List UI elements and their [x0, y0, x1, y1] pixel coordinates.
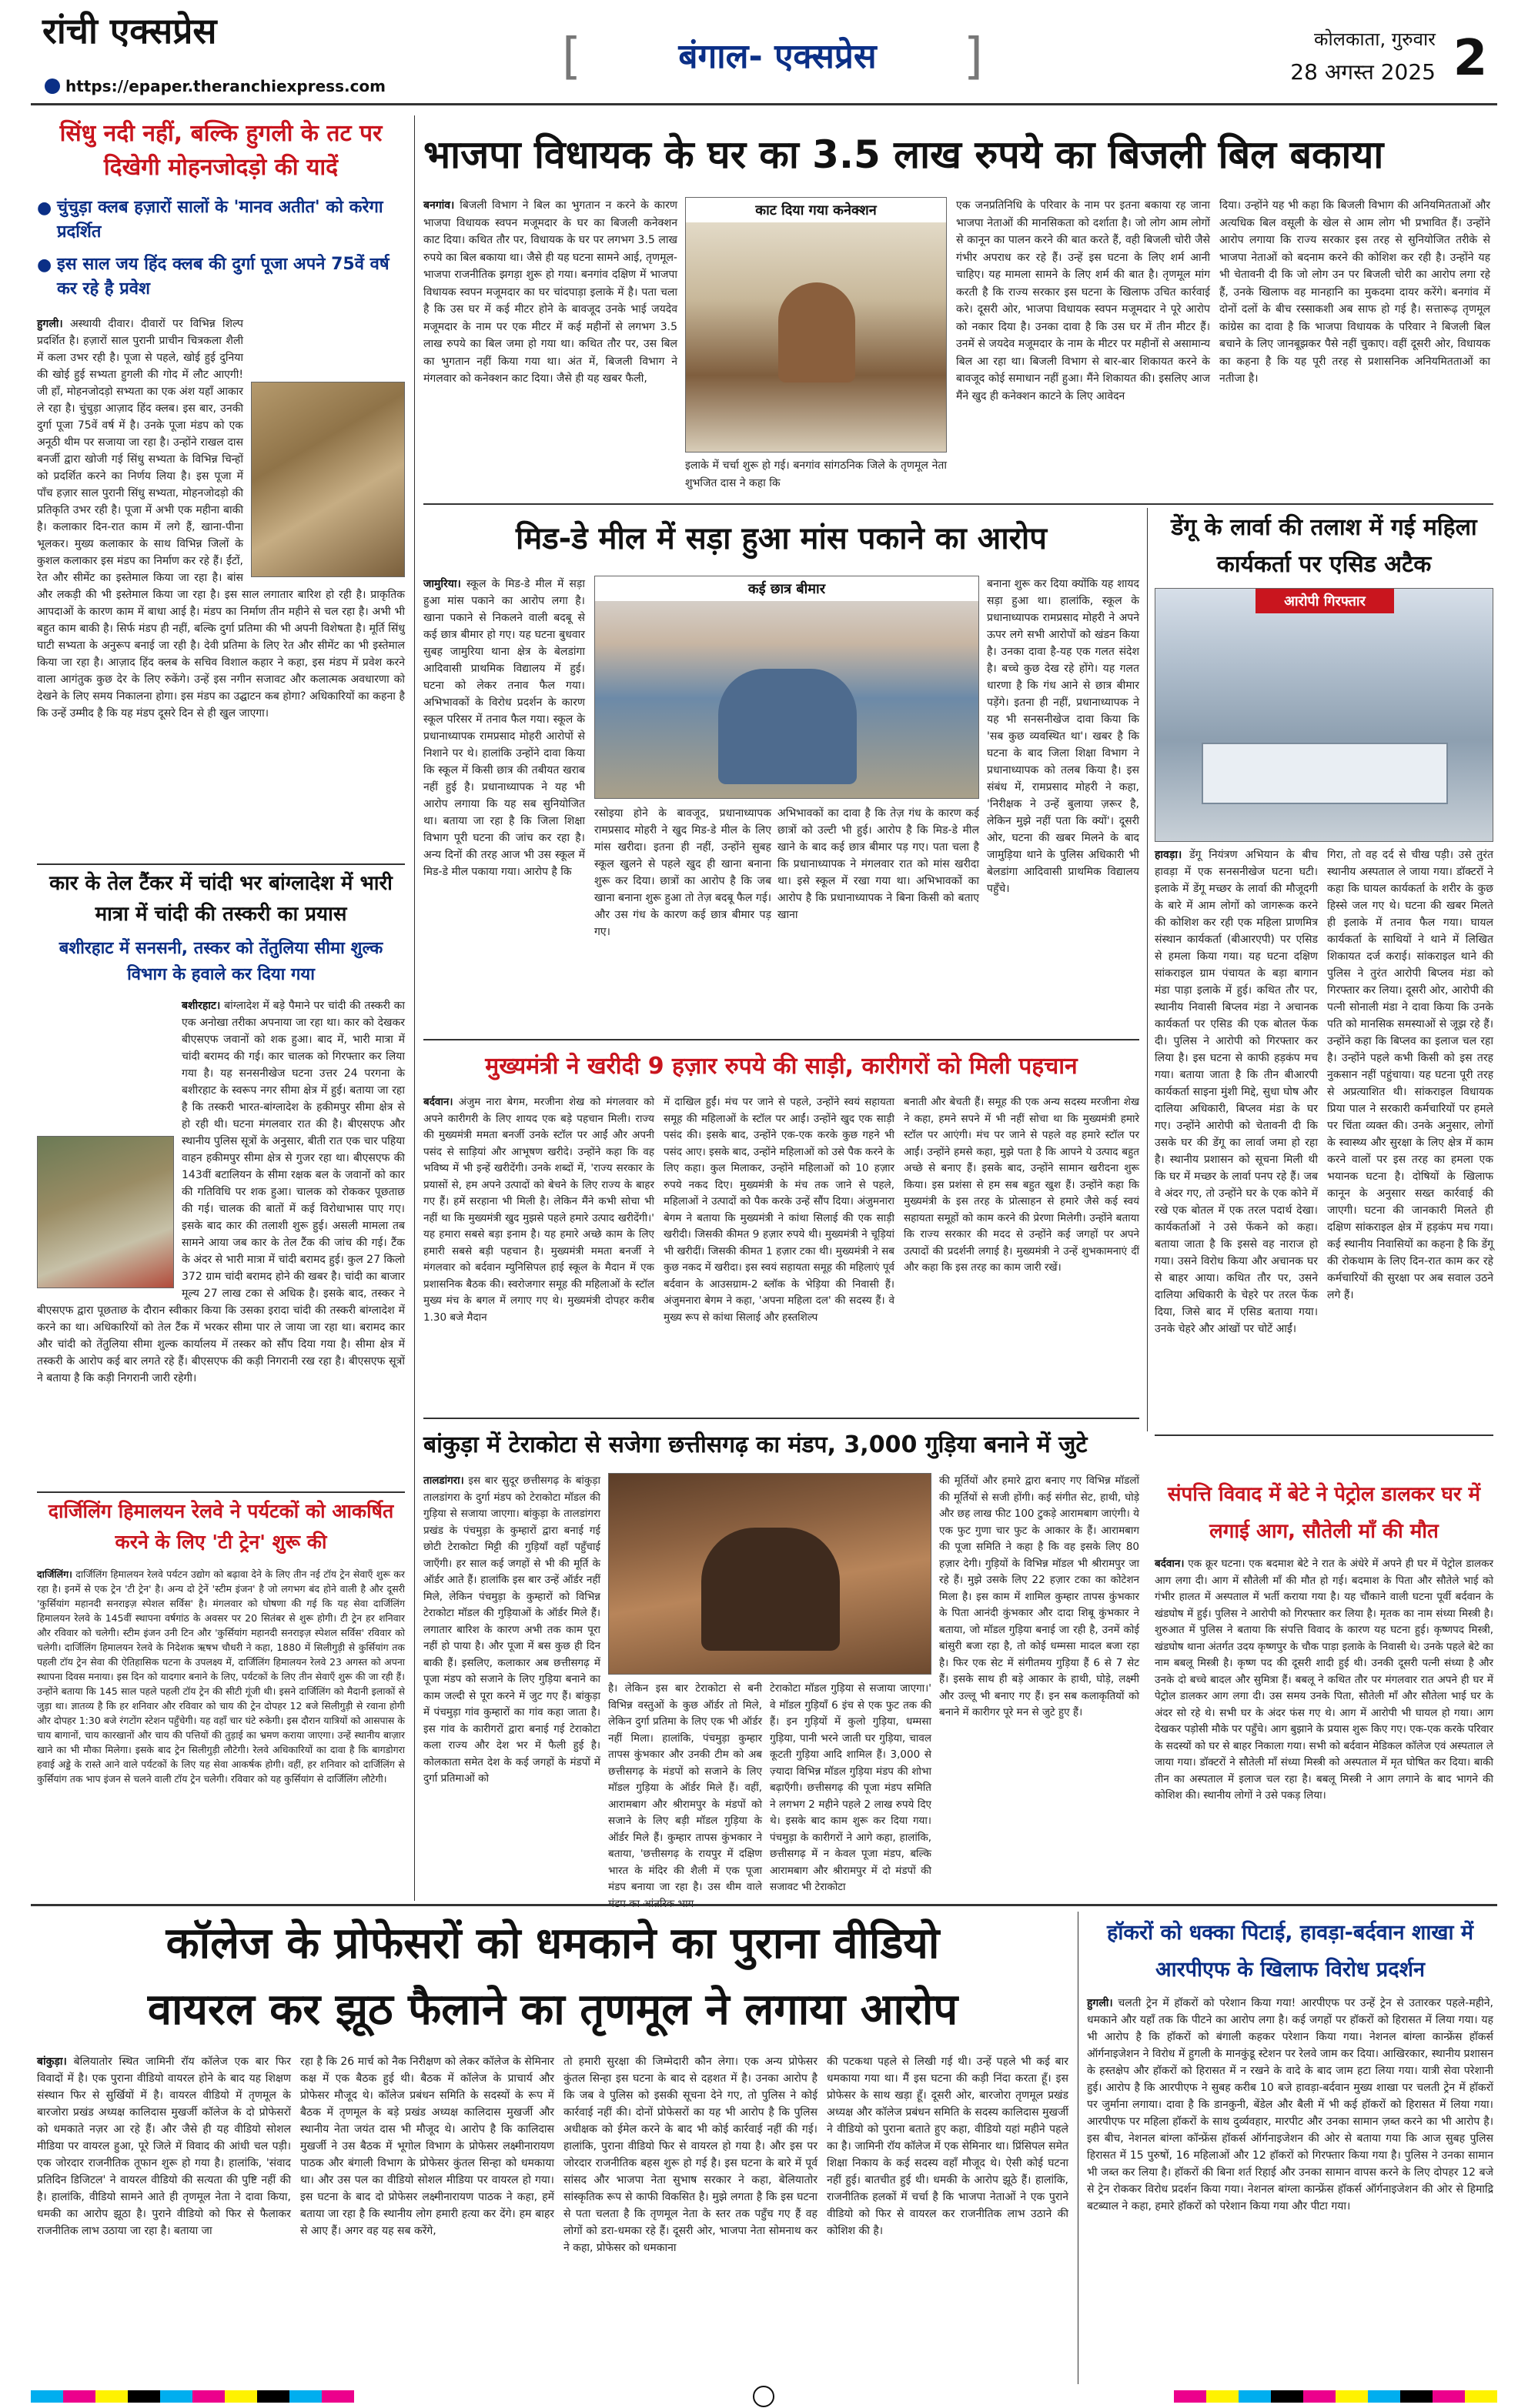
- saree-col-3: बनाती और बेचती हैं। समूह की एक अन्य सदस्य मरजीना शेख ने कहा, हमने सपने में भी नहीं सोचा था कि मुख्यमंत्री हमारे स्टॉल पर आएंगी। मंच पर जाने से पहले वह हमारे स्टॉल पर आईं। उन्होंने हमसे कहा, मुझे पता है कि आपने ये उत्पाद बहुत अच्छे से बनाए हैं। इसके बाद, उन्होंने सामान खरीदना शुरू किया। इस प्रशंसा से हम सब बहुत खुश हैं। उन्होंने कहा कि मुख्यमंत्री के इस तरह के प्रोत्साहन से हमारे जैसे कई स्वयं सहायता समूहों को काम करने की प्रेरणा मिलेगी। उन्होंने बताया कि राज्य सरकार की मदद से उन्होंने कई जगहों पर अपने उत्पादों की प्रदर्शनी लगाई है। मुख्यमंत्री ने उन्हें शुभकामनाएं दीं और कहा कि इस तरह का काम जारी रखें।: [904, 1096, 1139, 1274]
- silver-headline: कार के तेल टैंकर में चांदी भर बांग्लादेश में भारी मात्रा में चांदी की तस्करी का प्रयास: [49, 872, 393, 926]
- dateline: बर्दवान।: [423, 1096, 453, 1108]
- man-on-phone-figure: [778, 282, 855, 382]
- dengue-headline: डेंगू के लार्वा की तलाश में गई महिला कार्यकर्ता पर एसिड अटैक: [1171, 514, 1477, 578]
- masthead-divider: [31, 103, 1497, 105]
- sindhu-bullet-2: ● इस साल जय हिंद क्लब की दुर्गा पूजा अपने 75वें वर्ष कर रहे है प्रवेश: [37, 255, 390, 299]
- left-bracket-icon: [: [562, 28, 581, 85]
- dateline: हुगली।: [37, 318, 63, 330]
- midday-headline: मिड-डे मील में सड़ा हुआ मांस पकाने का आरोप: [515, 521, 1048, 556]
- college-headline-1: कॉलेज के प्रोफेसरों को धमकाने का पुराना वीडियो: [166, 1919, 940, 1969]
- issue-date: 28 अगस्त 2025: [1290, 59, 1436, 85]
- dateline: दार्जिलिंग।: [37, 1568, 72, 1580]
- photo-caption: आरोपी गिरफ्तार: [1256, 589, 1394, 613]
- electricity-photo: [685, 197, 947, 453]
- mohenjodaro-photo: [251, 382, 405, 577]
- dateline: बशीरहाट।: [182, 1000, 221, 1012]
- terracotta-col-2: है। लेकिन इस बार टेराकोटा से बनी विभिन्न वस्तुओं के कुछ ऑर्डर तो मिले, लेकिन दुर्गा प्रतिमा के लिए एक भी ऑर्डर नहीं मिला। हालांकि, पंचमुड़ा कुम्हार तापस कुंभकार और उनकी टीम को अब छत्तीसगढ़ के मंडपों को सजाने के लिए मॉडल गुड़िया के ऑर्डर मिले हैं। वहीं, आरामबाग और श्रीरामपुर के मंडपों को सजाने के लिए बड़ी मॉडल गुड़िया के ऑर्डर मिले हैं। कुम्हार तापस कुंभकार ने बताया, 'छत्तीसगढ़ के रायपुर में दक्षिण भारत के मंदिर की शैली में एक पूजा मंडप बनाया जा रहा है। उस थीम वाले: [608, 1682, 762, 1893]
- students-figure: [718, 669, 857, 784]
- photo-caption: काट दिया गया कनेक्शन: [686, 198, 946, 222]
- section-banner: [562, 29, 993, 85]
- column-divider: [414, 115, 415, 1901]
- darjeeling-body: दार्जिलिंग। दार्जिलिंग हिमालयन रेलवे पर्यटन उद्योग को बढ़ावा देने के लिए तीन नई टॉय ट्रेन सेवाएँ शुरू कर रहा है। इनमें से एक ट्रेन 'टी ट्रेन' है। अन्य दो ट्रेनें 'स्टीम इंजन' है जो लगभग बंद होने वाली है और दूसरी 'कुर्सियांग महानदी सनराइज़ स्पेशल सर्विस' है। मंगलवार को घोषणा की गई कि यह सेवा दार्जिलिंग हिमालयन रेलवे के 145वीं स्थापना वर्षगांठ के अवसर पर 20 सितंबर से शुरू होगी। टी ट्रेन हर शनिवार और रविवार को चलेगी। स्टीम इंजन उनी टिन और 'कुर्सियांग महानदी सनराइज़ स्पेशल सर्विस' रविवार को चलेगी। दार्जिलिंग हिमालयन रेलवे के निदेशक ऋषभ चौधरी ने कहा, 1880 में सिलीगुड़ी से कुर्सियांग तक पहली टॉय ट्रेन सेवा की ऐतिहासिक घटना के उपलक्ष्य में, दार्जिलिंग हिमालयन रेलवे 23 अगस्त को अपना स्थापना दिवस मनाया। इस दिन को यादगार बनाने के लिए, पर्यटकों के लिए तीन सेवाएँ शुरू की जा रही हैं। उन्होंने बताया कि 145 साल पहले पहली टॉय ट्रेन की सीटी गूंजी थी। इसने दार्जिलिंग को मैदानी इलाकों से जुड़ा था। ज्ञातव्य है कि हर शनिवार और रविवार को चाय की ट्रेन दोपहर 12 बजे सिलीगुड़ी से रवाना होगी और दोपहर 1:30 बजे रंगटोंग स्टेशन पहुँचेगी। यह वहाँ चार घंटे रुकेगी। इस दौरान यात्रियों को आसपास के चाय बागानों, चाय कारखानों और चाय की पत्तियों की तुड़ाई का भ्रमण कराया जाएगा। उन्हें स्थानीय बाज़ार खाने का भी मौका मिलेगा। इसके बाद ट्रेन सिलीगुड़ी लौटेगी। रेलवे अधिकारियों का दावा है कि बागडोगरा हवाई अड्डे के रास्ते आने वाले पर्यटकों के लिए यह सेवा आकर्षक होगी। वहीं, हर शनिवार को दार्जिलिंग से कुर्सियांग तक भाप इंजन से चलने वाली टॉय ट्रेन चलेगी। रविवार को यह कुर्सियांग से दार्जिलिंग लौटेगी।: [37, 1568, 405, 1785]
- terracotta-headline: बांकुड़ा में टेराकोटा से सजेगा छत्तीसगढ़ का मंडप, 3,000 गुड़िया बनाने में जुटे: [423, 1431, 1088, 1458]
- city-day: कोलकाता, गुरुवार: [1314, 28, 1436, 50]
- dateline: बनगांव।: [423, 199, 455, 212]
- electricity-photo-sub: इलाके में चर्चा शुरू हो गई। बनगांव सांगठनिक जिले के तृणमूल नेता शुभजित दास ने कहा कि: [685, 459, 947, 489]
- hospital-bed-figure: [1202, 743, 1448, 804]
- globe-icon: [45, 78, 60, 94]
- right-bracket-icon: ]: [964, 28, 983, 85]
- masthead: [0, 0, 1528, 100]
- divider: [37, 863, 405, 865]
- college-headline-2: वायरल कर झूठ फैलाने का तृणमूल ने लगाया आरोप: [147, 1985, 958, 2035]
- dateline: बर्दवान।: [1155, 1558, 1185, 1570]
- sindhu-body: हुगली। अस्थायी दीवार। दीवारों पर विभिन्न शिल्प प्रदर्शित है। हज़ारों साल पुरानी प्राचीन चित्रकला शैली में कला उभर रही है। पूजा से पहले, खोई हुई दुनिया की खोई हुई सभ्यता हुगली की गोद में लौट आएगी! जी हाँ, मोहनजोदड़ो सभ्यता का एक अंश यहाँ आकार ले रहा है। चुंचुड़ा आज़ाद हिंद क्लब। इस बार, उनकी दुर्गा पूजा 75वें वर्ष में है। उनके पूजा मंडप को एक अनूठी थीम पर सजाया जा रहा है। उन्होंने राखल दास बनर्जी द्वारा खोजी गई सिंधु सभ्यता के विभिन्न चिन्हों को प्रदर्शित करने का निर्णय लिया है। इस पूजा में पाँच हज़ार साल पुरानी सिंधु सभ्यता, मोहनजोदड़ो की प्रतिकृति उभर रही है। पूजा में अभी एक महीना बाकी है। कलाकार दिन-रात काम में लगे हैं, खाना-पीना भूलकर। मुख्य कलाकार के साथ विभिन्न जिलों के कुशल कलाकार इस मंडप का निर्माण कर रहे हैं। ईंटों, रेत और सीमेंट का इस्तेमाल किया जा रहा है। बांस और लकड़ी की भी इस्तेमाल किया जा रहा है। इस साल लगातार बारिश हो रही है। प्राकृतिक आपदाओं के कारण काम में बाधा आई है। मंडप का निर्माण तीन महीने से चल रहा है। अभी भी बहुत काम बाकी है। सिर्फ मंडप ही नहीं, बल्कि दुर्गा प्रतिमा की भी अपनी विशेषता है। मूर्ति सिंधु घाटी सभ्यता के अनुरूप बनाई जा रही है। देवी प्रतिमा के लिए रेत और सीमेंट का भी इस्तेमाल किया जा रहा है। आज़ाद हिंद क्लब के सचिव विशाल कहार ने कहा, इस मंडप में प्रवेश करने वाला आगंतुक कुछ देर के लिए रुकेंगे। उन्हें इस नगीन सजावट और कलात्मक अवधारणा को देखने के लिए समय निकालना होगा। इस मंडप का उद्घाटन कब होगा? अधिकारियों का कहना है कि उन्हें उम्मीद है कि यह मंडप दूसरे दिन से ही खुल जाएगा।: [37, 318, 405, 720]
- saree-col-2: में दाखिल हुईं। मंच पर जाने से पहले, उन्होंने स्वयं सहायता समूह की महिलाओं के स्टॉल पर आईं। उन्होंने खुद एक साड़ी पसंद की। इसके बाद, उन्होंने एक-एक करके कुछ गहने भी पसंद आए। इसके बाद, उन्होंने महिलाओं को उसे पैक करने के लिए कहा। कुल मिलाकर, उन्होंने महिलाओं को 10 हज़ार रुपये नकद दिए। मुख्यमंत्री के मंच तक जाने से पहले, महिलाओं ने उत्पादों को पैक करके उन्हें सौंप दिया। अंजुमनारा बेगम ने बताया कि मुख्यमंत्री ने कांथा सिलाई की एक साड़ी खरीदी। जिसकी कीमत 9 हज़ार रुपये थी। मुख्यमंत्री ने चूड़ियां भी खरीदीं। जिसकी कीमत 1 हज़ार टका थी। मुख्यमंत्री ने सब कुछ नकद में खरीदा। इस स्वयं सहायता समूह की महिलाएं पूर्व बर्दवान के आउसग्राम-2 ब्लॉक के भेड़िया की निवासी हैं। अंजुमनारा बेगम ने कहा, 'अपना महिला दल' की सदस्य हैं। वे मुख्य रूप से कांथा सिलाई और हस्तशिल्प: [664, 1096, 894, 1324]
- artisans-figure: [701, 1528, 840, 1651]
- saree-col-1: बर्दवान। अंजुम नारा बेगम, मरजीना शेख को मंगलवार को अपने कारीगरी के लिए शायद एक बड़े पहचान मिली। राज्य की मुख्यमंत्री ममता बनर्जी उनके स्टॉल पर आईं और अपनी पसंद से साड़ियां और आभूषण खरीदे। उन्होंने कहा कि वह भविष्य में भी इन्हें खरीदेंगी। उनके शब्दों में, 'राज्य सरकार के प्रयासों से, हम अपने उत्पादों को बेचने के लिए राज्य के बाहर गए हैं। हमें सरहाना भी मिली है। लेकिन मैंने कभी सोचा भी नहीं था कि मुख्यमंत्री खुद मुझसे पहले हमारे उत्पाद खरीदेंगी।' यह हमारा सबसे बड़ा इनाम है। यह हमारे अच्छे काम के लिए हमारी सबसे बड़ी पहचान है। मुख्यमंत्री ममता बनर्जी ने मंगलवार को बर्दवान म्युनिसिपल हाई स्कूल के मैदान में एक प्रशासनिक बैठक की। स्वरोजगार समूह की महिलाओं के स्टॉल मुख्य मंच के बगल में लगाए गए थे। मुख्यमंत्री दोपहर करीब 1.30 बजे मैदान: [423, 1096, 655, 1324]
- divider: [423, 1039, 1139, 1040]
- midday-col-4: बनाना शुरू कर दिया क्योंकि यह शायद सड़ा हुआ था। हालांकि, स्कूल के प्रधानाध्यापक रामप्रसाद मोहरी ने अपने ऊपर लगे सभी आरोपों को खंडन किया है। उनका दावा है-यह एक गलत संदेश है। बच्चे कुछ देख रहे होंगे। यह गलत धारणा है कि गंध आने से छात्र बीमार पड़ेंगे। इतना ही नहीं, प्रधानाध्यापक ने यह भी सनसनीखेज दावा किया कि 'सब कुछ व्यवस्थित था'। खबर है कि घटना के बाद जिला शिक्षा विभाग ने प्रधानाध्यापक को तलब किया है। इस संबंध में, रामप्रसाद मोहरी ने कहा, 'निरीक्षक ने उन्हें बुलाया ज़रूर है, लेकिन मुझे नहीं पता कि क्यों'। दूसरी ओर, घटना की खबर मिलने के बाद जामुड़िया थाने के पुलिस अधिकारी भी बेलडांगा आदिवासी प्राथमिक विद्यालय पहुँचे।: [987, 578, 1139, 895]
- electricity-col-1: बनगांव। बिजली विभाग ने बिल का भुगतान न करने के कारण भाजपा विधायक स्वपन मजूमदार के घर का बिजली कनेक्शन काट दिया। कथित तौर पर, विधायक के घर पर लगभग 3.5 लाख रुपये का बिल बकाया था। जैसे ही यह घटना सामने आई, तृणमूल-भाजपा राजनीतिक झगड़ा शुरू हो गया। बनगांव दक्षिण में भाजपा विधायक स्वपन मजूमदार का घर चांदपाड़ा इलाके में है। पता चला है कि उस घर में कई मीटर होने के बावजूद उनके भाई जयदेव मजूमदार के नाम पर एक मीटर में कई महीनों से लगभग 3.5 लाख रुपये का बिल जमा हो गया था। कथित तौर पर, उस बिल का भुगतान नहीं किया गया था। अंत में, बिजली विभाग ने मंगलवार को कनेक्शन काट दिया। जैसे ही यह खबर फैली,: [423, 199, 677, 385]
- hawkers-headline: हॉकरों को धक्का पिटाई, हावड़ा-बर्दवान शाखा में आरपीएफ के खिलाफ विरोध प्रदर्शन: [1106, 1921, 1474, 1982]
- midday-col-2: रसोइया होने के बावजूद, प्रधानाध्यापक रामप्रसाद मोहरी ने खुद मिड-डे मील के लिए मांस खरीदा। इतना ही नहीं, उन्होंने सुबह स्कूल खुलने से पहले खुद ही खाना बनाना शुरू कर दिया। छात्रों का आरोप है कि जब खाना बनाना शुरू हुआ तो तेज़ बदबू फैल गई। और उस गंध के कारण कई छात्र बीमार पड़ गए।: [594, 807, 771, 938]
- newspaper-logo: रांची एक्सप्रेस: [42, 10, 217, 52]
- registration-mark-icon: [753, 2386, 774, 2407]
- terracotta-col-1: तालडांगरा। इस बार सुदूर छत्तीसगढ़ के बांकुड़ा तालडांगरा के दुर्गा मंडप को टेराकोटा मॉडल की गुड़िया से सजाया जाएगा। बांकुड़ा के तालडांगरा प्रखंड के पंचमुड़ा के कुम्हारों द्वारा बनाई गई छोटी टेराकोटा मिट्टी की गुड़ियाँ वहाँ पहुँचाई जाएँगी। हर साल कई जगहों से भी की मूर्ति के ऑर्डर आते हैं। हालांकि इस बार उन्हें ऑर्डर नहीं मिले, लेकिन पंचमुड़ा के कुम्हारों को विभिन्न टेराकोटा मॉडल की गुड़ियाओं के ऑर्डर मिले हैं। लगातार बारिश के कारण अभी तक काम पूरा नहीं हो पाया है। और पूजा में बस कुछ ही दिन बाकी हैं। इसलिए, कलाकार अब छत्तीसगढ़ में पूजा मंडप को सजाने के लिए गुड़िया बनाने का काम जल्दी से पूरा करने में जुट गए हैं। बांकुड़ा में पंचमुड़ा गांव कुम्हारों का गांव कहा जाता है। इस गांव के कारीगरों द्वारा बनाई गई टेराकोटा कला राज्य और देश भर में फैली हुई है। कोलकाता समेत देश के कई जगहों के मंडपों में दुर्गा प्रतिमाओं को: [423, 1475, 600, 1785]
- bullet-icon: ●: [37, 199, 52, 218]
- midday-col-1: जामुरिया। स्कूल के मिड-डे मील में सड़ा हुआ मांस पकाने का आरोप लगा है। खाना पकाने से निकलने वाली बदबू से कई छात्र बीमार हो गए। यह घटना बुधवार सुबह जामुरिया थाना क्षेत्र के बेलडांगा आदिवासी प्राथमिक विद्यालय में हुई। घटना को लेकर तनाव फैल गया। अभिभावकों के विरोध प्रदर्शन के कारण स्कूल परिसर में तनाव फैल गया। स्कूल के प्रधानाध्यापक रामप्रसाद मोहरी आरोपों से निशाने पर थे। हालांकि उन्होंने दावा किया कि स्कूल में किसी छात्र की तबीयत खराब नहीं हुई है। प्रधानाध्यापक ने यह भी आरोप लगाया कि यह सब सुनियोजित था। बताया जा रहा है कि जिला शिक्षा विभाग पूरी घटना की जांच कर रहा है। अन्य दिनों की तरह आज भी उस स्कूल में मिड-डे मील पकाया गया। आरोप है कि: [423, 578, 585, 878]
- electricity-headline: भाजपा विधायक के घर का 3.5 लाख रुपये का बिजली बिल बकाया: [423, 132, 1384, 177]
- column-divider: [1147, 508, 1148, 1431]
- sindhu-bullet-1: ● चुंचुड़ा क्लब हज़ारों सालों के 'मानव अतीत' को करेगा प्रदर्शित: [37, 198, 383, 242]
- electricity-col-4: दिया। उन्होंने यह भी कहा कि बिजली विभाग की अनियमितताओं और अत्यधिक बिल वसूली के खेल से आम लोग भी प्रभावित हैं। उन्होंने आरोप लगाया कि राज्य सरकार इस तरह से सुनियोजित तरीके से भाजपा नेताओं को बदनाम करने की कोशिश कर रही है। उन्होंने यह भी चेतावनी दी कि जो लोग उन पर बिजली चोरी का आरोप लगा रहे हैं, उनके खिलाफ वह मानहानि का मुकदमा दायर करेंगे। बनगांव में दोनों दलों के बीच रस्साकशी अब साफ हो गई है। सत्तारूढ़ तृणमूल कांग्रेस का दावा है कि भाजपा विधायक के परिवार ने बिजली बिल बचाने के लिए जानबूझकर पैसे नहीं चुकाए। वहीं दूसरी ओर, विधायक का कहना है कि यह पूरी तरह से प्रशासनिक अनियमितताओं का नतीजा है।: [1219, 199, 1490, 385]
- terracotta-col-3: टेराकोटा मॉडल गुड़िया से सजाया जाएगा।' वे मॉडल गुड़ियाँ 6 इंच से एक फुट तक की हैं। इन गुड़ियों में कुलो गुड़िया, धम्मसा गुड़िया, पानी भरने जाती घर गुड़िया, चावल कूटती गुड़िया आदि शामिल हैं। 3,000 से ज़्यादा विभिन्न मॉडल गुड़िया मंडप की शोभा बढ़ाएँगी। छत्तीसगढ़ की पूजा मंडप समिति ने लगभग 2 महीने पहले 2 लाख रुपये दिए थे। इसके बाद काम शुरू कर दिया गया। पंचमुड़ा के कारीगरों ने आगे कहा, हालांकि, छत्तीसगढ़ में न केवल पूजा मंडप, बल्कि आरामबाग और श्रीरामपुर में दो मंडपों की सजावट भी टेराकोटा: [770, 1682, 931, 1893]
- college-col-2: रहा है कि 26 मार्च को नैक निरीक्षण को लेकर कॉलेज के सेमिनार कक्ष में एक बैठक हुई थी। बैठक में कॉलेज के प्राचार्य और प्रोफेसर मौजूद थे। कॉलेज प्रबंधन समिति के सदस्यों के रूप में बैठक में तृणमूल के बड़े प्रखंड अध्यक्ष कालिदास मुखर्जी और स्थानीय नेता जयंत दास भी मौजूद थे। आरोप है कि कालिदास मुखर्जी ने उस बैठक में भूगोल विभाग के प्रोफेसर लक्ष्मीनारायण पाठक और बंगाली विभाग के प्रोफेसर कुंतल सिन्हा को धमकाया था। और उस पल का वीडियो सोशल मीडिया पर वायरल हो गया। इस घटना के बाद दो प्रोफेसर लक्ष्मीनारायण पाठक ने कहा, हमें बताया जा रहा है कि स्थानीय लोग हमारी हत्या कर देंगे। हम बाहर से आए हैं। अगर वह यह सब करेंगे,: [300, 2056, 554, 2237]
- silver-subhead: बशीरहाट में सनसनी, तस्कर को तेंतुलिया सीमा शुल्क विभाग के हवाले कर दिया गया: [59, 939, 383, 984]
- divider: [1155, 1434, 1493, 1436]
- terracotta-col-4: की मूर्तियों और हमारे द्वारा बनाए गए विभिन्न मॉडलों की मूर्तियों से सजी होंगी। कई संगीत सेट, हाथी, घोड़े और छह लाख फीट 100 टुकड़े आरामबाग जाएंगी। ये एक फुट गुणा चार फुट के आकार के हैं। आरामबाग की पूजा समिति ने कहा है कि वह इसके लिए 80 हज़ार देगी। गुड़ियों के विभिन्न मॉडल भी श्रीरामपुर जा रहे हैं। मुझे उसके लिए 22 हज़ार टका का कोटेशन मिला है। इस काम में शामिल कुम्हार तापस कुंभकार के पिता आनंदी कुंभकार और दादा शिबू कुंभकार ने बताया, जो मॉडल गुड़िया बनाई जा रही है, उनमें कोई बांसुरी बजा रहा है, तो कोई धम्मसा मादल बजा रहा है। फिर एक सेट में संगीतमय गुड़िया हैं 6 से 7 सेट हैं। इसके साथ ही बड़े आकार के हाथी, घोड़े, लक्ष्मी और उल्लू भी बनाए गए हैं। इन सब कलाकृतियों को बनाने में कारीगर पूरे मन से जुटे हुए हैं।: [939, 1475, 1139, 1718]
- photo-caption: कई छात्र बीमार: [595, 576, 978, 601]
- property-headline: संपत्ति विवाद में बेटे ने पेट्रोल डालकर घर में लगाई आग, सौतेली माँ की मौत: [1167, 1483, 1481, 1543]
- dengue-col-1: हावड़ा। डेंगू नियंत्रण अभियान के बीच हावड़ा में एक सनसनीखेज घटना घटी। इलाके में डेंगू मच्छर के लार्वा की मौजूदगी के बारे में आम लोगों को जागरूक करने की कोशिश कर रही एक महिला प्राणमित्र संस्थान कार्यकर्ता (बीआरएपी) पर एसिड से हमला किया गया। यह घटना दक्षिण सांकराइल ग्राम पंचायत के बड़ा बागान मंडा पाड़ा इलाके में हुई। कथित तौर पर, स्थानीय निवासी बिप्लव मंडा ने अचानक कार्यकर्ता पर एसिड की एक बोतल फेंक दी। पुलिस ने आरोपी को गिरफ्तार कर लिया है। इस घटना से काफी हड़कंप मच गया। बताया जाता है कि तीन बीआरपी कार्यकर्ता साइना मुंशी मिद्दे, सुधा घोष और दालिया अधिकारी, बिप्लव मंडा के घर गए। उन्होंने आरोपी को चेतावनी दी कि उसके घर की डेंगू का लार्वा जमा हो रहा है। स्थानीय प्रशासन को सूचना मिली थी कि घर में मच्छर के लार्वा पनप रहे हैं। जब वे अंदर गए, तो उन्होंने घर के एक कोने में रखे एक बोतल में एक तरल पदार्थ देखा। कार्यकर्ताओं ने उसे फेंकने को कहा। बताया जाता है कि इससे वह नाराज हो गया। उसने विरोध किया और अचानक घर से बाहर आया। कथित तौर पर, उसने दालिया अधिकारी के चेहरे पर तरल फेंक दिया, जिसे बाद में एसिड बताया गया। उनके चेहरे और आंखों पर चोटें आईं।: [1155, 849, 1318, 1335]
- page-number: 2: [1453, 30, 1488, 87]
- college-col-4: की पटकथा पहले से लिखी गई थी। उन्हें पहले भी कई बार धमकाया गया था। मैं इस घटना की कड़ी निंदा करता हूँ। इस प्रोफेसर के साथ खड़ा हूँ। दूसरी ओर, बारजोरा तृणमूल प्रखंड अध्यक्ष और कॉलेज प्रबंधन समिति के सदस्य कालिदास मुखर्जी ने वीडियो को पुराना बताते हुए कहा, वीडियो यहां महीने पहले का है। जामिनी रॉय कॉलेज में एक सेमिनार था। प्रिंसिपल समेत शिक्षा निकाय के कई सदस्य वहाँ मौजूद थे। ऐसी कोई घटना नहीं हुई। बातचीत हुई थी। धमकी के आरोप झूठे हैं। हालांकि, राजनीतिक हलकों में चर्चा है कि भाजपा नेताओं ने एक पुराने वीडियो को फिर से वायरल कर राजनीतिक लाभ उठाने की कोशिश की है।: [827, 2056, 1068, 2237]
- bullet-icon: ●: [37, 255, 52, 275]
- dengue-col-2: गिरा, तो वह दर्द से चीख पड़ी। उसे तुरंत स्थानीय अस्पताल ले जाया गया। डॉक्टरों ने कहा कि घायल कार्यकर्ता के शरीर के कुछ हिस्से जल गए थे। घटना की खबर मिलते ही इलाके में तनाव फैल गया। घायल कार्यकर्ता के साथियों ने थाने में लिखित शिकायत दर्ज कराई। सांकराइल थाने की पुलिस ने तुरंत आरोपी बिप्लव मंडा को गिरफ्तार कर लिया। दूसरी ओर, आरोपी की पत्नी सोनाली मंडा ने दावा किया कि उनके पति को मानसिक समस्याओं से जूझ रहे हैं। उन्होंने कहा कि बिप्लव का इलाज चल रहा है। उन्होंने पहले कभी किसी को इस तरह नुकसान नहीं पहुंचाया। यह घटना पूरी तरह से अप्रत्याशित थी। सांकराइल विधायक प्रिया पाल ने सरकारी कर्मचारियों पर हमले पर चिंता व्यक्त की। उनके अनुसार, लोगों के स्वास्थ्य और सुरक्षा के लिए क्षेत्र में काम करने वालों पर इस तरह का हमला एक भयानक घटना है। दोषियों के खिलाफ कानून के अनुसार सख्त कार्रवाई की जाएगी। घटना की जानकारी मिलते ही दक्षिण सांकराइल क्षेत्र में हड़कंप मच गया। कई स्थानीय निवासियों का कहना है कि डेंगू की रोकथाम के लिए दिन-रात काम कर रहे कर्मचारियों की सुरक्षा पर अब सवाल उठने लगे हैं।: [1327, 849, 1493, 1301]
- electricity-col-3: एक जनप्रतिनिधि के परिवार के नाम पर इतना बकाया रह जाना भाजपा नेताओं की मानसिकता को दर्शाता है। जो लोग आम लोगों से कानून का पालन करने की बात करते हैं, वही बिजली चोरी जैसे गंभीर अपराध कर रहे हैं। उन्हें इस घटना के लिए शर्म आनी चाहिए। यह मामला सामने के लिए शर्म की बात है। तृणमूल मांग करती है कि राज्य सरकार इस घटना के खिलाफ उचित कार्रवाई करे। दूसरी ओर, भाजपा विधायक स्वपन मजूमदार ने पूरे आरोप को नकार दिया है। उनका दावा है कि उस घर में तीन मीटर हैं। उनमें से जयदेव मजूमदार के नाम के मीटर पर महीनों से असामान्य बिल आ रहा था। बिजली विभाग से बार-बार शिकायत करने के बावजूद कोई समाधान नहीं हुआ। मैंने शिकायत की। इसलिए आज मैंने खुद ही कनेक्शन काटने के लिए आवेदन: [956, 199, 1210, 402]
- divider: [37, 1491, 405, 1493]
- dateline: बांकुड़ा।: [37, 2056, 67, 2068]
- dateline: जामुरिया।: [423, 578, 461, 590]
- section-title: बंगाल- एक्सप्रेस: [678, 37, 877, 76]
- midday-photo: [594, 576, 979, 799]
- property-body: बर्दवान। एक क्रूर घटना। एक बदमाश बेटे ने रात के अंधेरे में अपने ही घर में पेट्रोल डालकर आग लगा दी। आग में सौतेली माँ की मौत हो गई। बदमाश के पिता और सौतेले भाई को गंभीर हालत में अस्पताल में भर्ती कराया गया है। यह चौंकाने वाली घटना पूर्वी बर्दवान के खंडघोष में हुई। पुलिस ने आरोपी को गिरफ्तार कर लिया है। मृतक का नाम संध्या मिस्त्री है। शुरुआत में पुलिस ने बताया कि संपत्ति विवाद के कारण यह घटना हुई। कृष्णपद मिस्त्री, खंडघोष थाना अंतर्गत उदय कृष्णपुर के चौक पाड़ा इलाके के निवासी थे। उनके पहले बेटे का नाम बबलू मिस्त्री है। कृष्ण पद की दूसरी शादी हुई थी। उनकी दूसरी पत्नी संध्या है और उनके दो बच्चे बादल और सुमित्रा हैं। बबलू ने कथित तौर पर मंगलवार रात अपने ही घर में पेट्रोल डालकर आग लगा दी। उस समय उनके पिता, सौतेली माँ और सौतेला भाई घर के अंदर सो रहे थे। सभी घर के अंदर फंस गए थे। आग में आरोपी भी घायल हो गया। आग देखकर पड़ोसी मौके पर पहुँचे। आग बुझाने के प्रयास शुरू किए गए। एक-एक करके परिवार के सदस्यों को घर से बाहर निकाला गया। सभी को बर्दवान मेडिकल कॉलेज एवं अस्पताल ले जाया गया। डॉक्टरों ने सौतेली माँ संध्या मिस्त्री को अस्पताल में मृत घोषित कर दिया। बाकी तीन का अस्पताल में इलाज चल रहा है। बबलू मिस्त्री ने आग लगाने के बाद भागने की कोशिश की। स्थानीय लोगों ने उसे पकड़ लिया।: [1155, 1558, 1493, 1802]
- divider: [423, 503, 1493, 505]
- midday-col-3: अभिभावकों का दावा है कि तेज़ गंध के कारण कई छात्रों को उल्टी भी हुई। आरोप है कि मिड-डे मील खाने के बाद कई छात्र बीमार पड़ गए। पता चला है कि प्रधानाध्यापक ने मंगलवार रात को मांस खरीदा था। इसे स्कूल में रखा गया था। अभिभावकों का आरोप है कि प्रधानाध्यापक ने बिना किसी को बताए खाना: [777, 807, 979, 921]
- color-registration-bar-left: [31, 2390, 354, 2403]
- dateline: हावड़ा।: [1155, 849, 1182, 861]
- saree-headline: मुख्यमंत्री ने खरीदी 9 हज़ार रुपये की साड़ी, कारीगरों को मिली पहचान: [485, 1053, 1078, 1080]
- divider: [423, 1418, 1139, 1419]
- color-registration-bar-right: [1174, 2390, 1497, 2403]
- sindhu-headline: सिंधु नदी नहीं, बल्कि हुगली के तट पर दिखेगी मोहनजोदड़ो की यादें: [59, 120, 383, 181]
- terracotta-photo: [608, 1473, 931, 1675]
- hawkers-body: हुगली। चलती ट्रेन में हॉकरों को परेशान किया गया! आरपीएफ पर उन्हें ट्रेन से उतारकर पहले-महीने, धमकाने और यहाँ तक कि पीटने का आरोप लगा है। कई जगहों पर हॉकरों को हिरासत में लिया गया। यह भी आरोप है कि हॉकरों को बंगाली कहकर परेशान किया गया। नेशनल बांग्ला कान्फ्रेंस हॉकर्स ऑर्गनाइजेशन ने विरोध में हुगली के मानकुंडू स्टेशन पर रेलवे जाम कर दिया। आखिरकार, स्थानीय प्रशासन के हस्तक्षेप और हॉकरों को हिरासत में न रखने के वादे के बाद जाम हटा लिया गया। यात्री सेवा परेशानी हुई। आरोप है कि आरपीएफ ने सुबह करीब 10 बजे हावड़ा-बर्दवान मुख्य शाखा पर चलती ट्रेन में हॉकरों पर जुर्माना लगाया। दावा है कि डानकुनी, बेंडेल और बैली में भी कई हॉकरों को हिरासत में लिया गया। आरपीएफ पर महिला हॉकरों के साथ दुर्व्यवहार, मारपीट और उनका सामान ज़ब्त करने का भी आरोप है। इस बीच, नेशनल बांग्ला कॉन्फ्रेंस हॉकर्स ऑर्गनाइजेशन की ओर से बताया गया कि आज सुबह पुलिस हिरासत में 15 पुरुषों, 16 महिलाओं और 12 हॉकरों को गिरफ्तार किया गया है। पुलिस ने उनका सामान भी जब्त कर लिया है। हॉकरों की बिना शर्त रिहाई और उनका सामान वापस करने के लिए दोपहर 12 बजे से ट्रेन रोककर विरोध प्रदर्शन किया गया। नेशनल बांग्ला कान्फ्रेंस हॉकर्स ऑर्गनाइजेशन की ओर से हिमाद्रि बटब्याल ने कहा, हमारे हॉकरों को परेशान किया गया और पीटा गया।: [1087, 1997, 1493, 2213]
- darjeeling-headline: दार्जिलिंग हिमालयन रेलवे ने पर्यटकों को आकर्षित करने के लिए 'टी ट्रेन' शुरू की: [48, 1500, 394, 1553]
- silver-body: बशीरहाट। बांग्लादेश में बड़े पैमाने पर चांदी की तस्करी का एक अनोखा तरीका अपनाया जा रहा था। कार को देखकर बीएसएफ जवानों को शक हुआ। बाद में, भारी मात्रा में चांदी बरामद की गई। कार चालक को गिरफ्तार कर लिया गया है। यह सनसनीखेज घटना उत्तर 24 परगना के बशीरहाट के स्वरूप नगर सीमा क्षेत्र में हुई। बताया जा रहा है कि तस्करी भारत-बांग्लादेश के हकीमपुर सीमा क्षेत्र से हो रही थी। घटना मंगलवार रात की है। बीएसएफ और स्थानीय पुलिस सूत्रों के अनुसार, बीती रात एक चार पहिया वाहन हकीमपुर सीमा क्षेत्र से गुजर रहा था। बीएसएफ की 143वीं बटालियन के सीमा रक्षक बल के जवानों को कार की गतिविधि पर शक हुआ। चालक को रोककर पूछताछ की गई। चालक की बातों में कई विरोधाभास पाए गए। इसके बाद कार की तलाशी शुरू हुई। असली मामला तब सामने आया जब कार के तेल टैंक की जांच की गई। टैंक के अंदर से भारी मात्रा में चांदी बरामद हुई। कुल 27 किलो 372 ग्राम चांदी बरामद होने की खबर है। चांदी का बाजार मूल्य 27 लाख टका से अधिक है। इसके बाद, तस्कर ने बीएसएफ द्वारा पूछताछ के दौरान स्वीकार किया कि उसका इरादा चांदी की तस्करी बांग्लादेश में करने का था। अधिकारियों को तेल टैंक में भरकर सीमा पार ले जाया जा रहा था। बरामद कार और चांदी को तेंतुलिया सीमा शुल्क कार्यालय में तस्कर को सौंप दिया गया है। सीमा क्षेत्र में तस्करी के आरोप कई बार लगते रहे हैं। बीएसएफ की कड़ी निगरानी रख रहा है। बीएसएफ सूत्रों ने बताया है कि कड़ी निगरानी जारी रहेगी।: [37, 1000, 406, 1384]
- dateline: हुगली।: [1087, 1997, 1113, 2009]
- silver-seizure-photo: [37, 1136, 174, 1288]
- divider: [31, 1904, 1497, 1906]
- dengue-photo: [1155, 588, 1493, 842]
- epaper-url[interactable]: https://epaper.theranchiexpress.com: [65, 77, 386, 95]
- college-col-3: तो हमारी सुरक्षा की जिम्मेदारी कौन लेगा। एक अन्य प्रोफेसर कुंतल सिन्हा इस घटना के बाद से दहशत में है। उनका आरोप है कि जब वे पुलिस को इसकी सूचना देने गए, तो पुलिस ने कोई कार्रवाई नहीं की। दोनों प्रोफेसरों का यह भी आरोप है कि पुलिस अधीक्षक को ईमेल करने के बाद भी कोई कार्रवाई नहीं की गई। हालांकि, पुराना वीडियो फिर से वायरल हो गया है। और इस पर जोरदार राजनीतिक बहस शुरू हो गई है। इस घटना के बारे में पूर्व सांसद और भाजपा नेता सुभाष सरकार ने कहा, बेलियातोर सांस्कृतिक रूप से काफी विकसित है। मुझे लगता है कि इस घटना से पता चलता है कि तृणमूल नेता के स्तर तक पहुँच गए हैं वह लोगों को डरा-धमका रहे हैं। दूसरी ओर, भाजपा नेता सोमनाथ कर ने कहा, प्रोफेसर को धमकाना: [563, 2056, 817, 2254]
- college-col-1: बांकुड़ा। बेलियातोर स्थित जामिनी रॉय कॉलेज एक बार फिर विवादों में है। एक पुराना वीडियो वायरल होने के बाद यह शिक्षण संस्थान फिर से सुर्खियों में है। वायरल वीडियो में तृणमूल के बारजोरा प्रखंड अध्यक्ष कालिदास मुखर्जी कॉलेज के दो प्रोफेसरों को धमकाते नज़र आ रहे हैं। और जैसे ही यह वीडियो सोशल मीडिया पर वायरल हुआ, पूरे जिले में विवाद की आंधी चल पड़ी। एक जोरदार राजनीतिक तूफान शुरू हो गया है। हालांकि, 'संवाद प्रतिदिन डिजिटल' ने वायरल वीडियो की सत्यता की पुष्टि नहीं की है। हालांकि, वीडियो सामने आते ही तृणमूल नेता ने दावा किया, धमकी का आरोप झूठा है। पुराने वीडियो को फिर से फैलाकर राजनीतिक लाभ उठाया जा रहा है। बताया जा: [37, 2056, 292, 2237]
- dateline: तालडांगरा।: [423, 1475, 464, 1487]
